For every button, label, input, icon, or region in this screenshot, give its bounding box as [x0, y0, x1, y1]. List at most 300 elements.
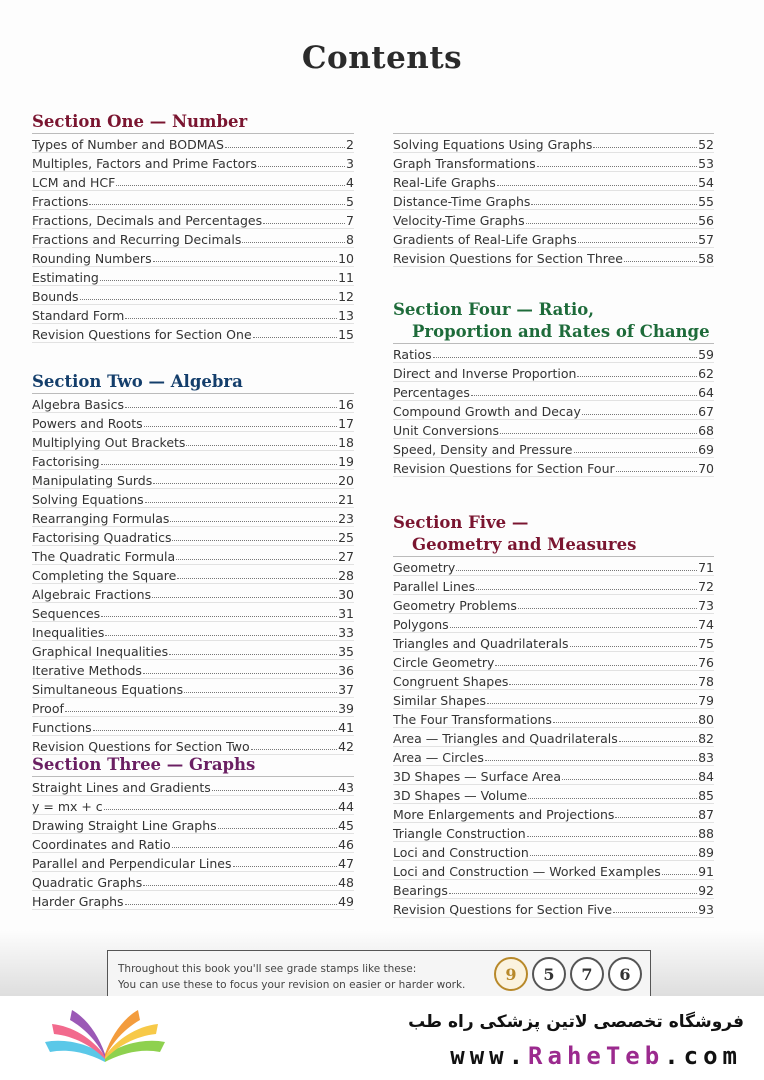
dot-leader: [100, 280, 337, 281]
toc-entry-page: 37: [338, 682, 354, 697]
section-three-continued: [393, 133, 714, 267]
section-three: [32, 754, 354, 910]
toc-entry-title: Similar Shapes: [393, 693, 486, 708]
dot-leader: [577, 376, 697, 377]
dot-leader: [212, 790, 337, 791]
section-five-heading-line2: Geometry and Measures: [412, 535, 637, 554]
toc-entry-page: 59: [698, 347, 714, 362]
toc-entry-page: 10: [338, 251, 354, 266]
dot-leader: [450, 627, 697, 628]
toc-entry-title: 3D Shapes — Volume: [393, 788, 528, 803]
grade-stamp-note-line1: Throughout this book you'll see grade stamps like these:: [118, 963, 417, 975]
toc-entry-page: 12: [338, 289, 354, 304]
toc-entry-page: 2: [346, 137, 354, 152]
dot-leader: [116, 185, 345, 186]
toc-entry-title: Fractions, Decimals and Percentages: [32, 213, 263, 228]
dot-leader: [80, 299, 338, 300]
toc-entry-page: 46: [338, 837, 354, 852]
toc-entry-title: Congruent Shapes: [393, 674, 509, 689]
toc-entry-page: 15: [338, 327, 354, 342]
toc-entry-title: Proof: [32, 701, 64, 716]
toc-entry: [393, 785, 714, 804]
dot-leader: [578, 242, 697, 243]
toc-entry-page: 70: [698, 461, 714, 476]
dot-leader: [177, 578, 337, 579]
toc-entry-title: Sequences: [32, 606, 101, 621]
toc-entry-page: 62: [698, 366, 714, 381]
dot-leader: [574, 452, 698, 453]
toc-entry-title: Area — Circles: [393, 750, 484, 765]
dot-leader: [144, 426, 337, 427]
toc-entry-page: 18: [338, 435, 354, 450]
toc-entry-title: Completing the Square: [32, 568, 177, 583]
toc-entry-title: Loci and Construction — Worked Examples: [393, 864, 661, 879]
toc-entry-title: Types of Number and BODMAS: [32, 137, 224, 152]
toc-entry: [393, 382, 714, 401]
toc-entry-title: Velocity-Time Graphs: [393, 213, 525, 228]
toc-entry-title: Geometry: [393, 560, 456, 575]
dot-leader: [186, 445, 337, 446]
toc-entry-page: 49: [338, 894, 354, 909]
toc-entry-page: 78: [698, 674, 714, 689]
toc-entry-title: Revision Questions for Section Five: [393, 902, 613, 917]
shop-url-prefix: www.: [450, 1042, 529, 1070]
toc-entry-title: Harder Graphs: [32, 894, 124, 909]
dot-leader: [616, 471, 697, 472]
toc-entry: [32, 394, 354, 413]
toc-entry: [393, 439, 714, 458]
toc-entry: [32, 660, 354, 679]
dot-leader: [449, 893, 697, 894]
dot-leader: [242, 242, 345, 243]
toc-entry-title: Parallel and Perpendicular Lines: [32, 856, 232, 871]
toc-entry-title: Real-Life Graphs: [393, 175, 496, 190]
dot-leader: [615, 817, 697, 818]
toc-entry: [393, 747, 714, 766]
toc-entry: [393, 861, 714, 880]
dot-leader: [101, 616, 337, 617]
section-four-heading: [393, 299, 714, 343]
toc-entry: [393, 401, 714, 420]
toc-entry-title: Solving Equations Using Graphs: [393, 137, 593, 152]
dot-leader: [153, 261, 338, 262]
toc-entry-page: 47: [338, 856, 354, 871]
shop-banner: [0, 996, 764, 1080]
toc-entry: [32, 546, 354, 565]
toc-entry-page: 8: [346, 232, 354, 247]
toc-entry-page: 89: [698, 845, 714, 860]
toc-entry-title: Loci and Construction: [393, 845, 529, 860]
toc-entry: [32, 432, 354, 451]
toc-entry-page: 3: [346, 156, 354, 171]
toc-entry-title: Revision Questions for Section Three: [393, 251, 623, 266]
toc-entry: [32, 698, 354, 717]
toc-entry-page: 55: [698, 194, 714, 209]
toc-entry-page: 17: [338, 416, 354, 431]
toc-entry-page: 87: [698, 807, 714, 822]
toc-entry: [32, 451, 354, 470]
dot-leader: [495, 665, 697, 666]
dot-leader: [145, 502, 337, 503]
toc-entry: [393, 210, 714, 229]
toc-entry: [393, 804, 714, 823]
toc-entry-title: Straight Lines and Gradients: [32, 780, 211, 795]
grade-stamp-icon: 7: [570, 957, 604, 991]
toc-entry-page: 82: [698, 731, 714, 746]
toc-entry: [393, 614, 714, 633]
toc-entry: [32, 834, 354, 853]
grade-stamp-icon: 9: [494, 957, 528, 991]
toc-entry-title: Parallel Lines: [393, 579, 476, 594]
toc-entry-title: Graphical Inequalities: [32, 644, 169, 659]
dot-leader: [263, 223, 345, 224]
toc-entry-page: 72: [698, 579, 714, 594]
toc-entry-title: More Enlargements and Projections: [393, 807, 615, 822]
toc-entry-page: 93: [698, 902, 714, 917]
shop-url[interactable]: [450, 1042, 742, 1070]
toc-entry-page: 75: [698, 636, 714, 651]
dot-leader: [218, 828, 337, 829]
dot-leader: [528, 798, 697, 799]
toc-entry-page: 42: [338, 739, 354, 754]
dot-leader: [93, 730, 337, 731]
toc-entry-title: LCM and HCF: [32, 175, 116, 190]
open-book-logo-icon: [40, 1004, 170, 1066]
toc-entry-page: 7: [346, 213, 354, 228]
section-two: [32, 371, 354, 755]
toc-entry-title: Iterative Methods: [32, 663, 142, 678]
dot-leader: [582, 414, 697, 415]
toc-entry-title: 3D Shapes — Surface Area: [393, 769, 562, 784]
toc-entry-title: Functions: [32, 720, 92, 735]
toc-entry: [32, 872, 354, 891]
shop-url-suffix: .com: [664, 1042, 742, 1070]
toc-entry-page: 41: [338, 720, 354, 735]
dot-leader: [500, 433, 697, 434]
section-one-heading: Section One — Number: [32, 112, 248, 131]
toc-entry: [32, 508, 354, 527]
toc-entry-page: 57: [698, 232, 714, 247]
toc-entry: [32, 267, 354, 286]
section-four: [393, 299, 714, 477]
toc-entry-title: Direct and Inverse Proportion: [393, 366, 577, 381]
toc-entry: [393, 899, 714, 918]
toc-entry: [32, 210, 354, 229]
toc-entry-title: Triangles and Quadrilaterals: [393, 636, 569, 651]
toc-entry: [32, 229, 354, 248]
dot-leader: [125, 318, 337, 319]
toc-entry: [393, 880, 714, 899]
toc-entry: [32, 191, 354, 210]
toc-entry: [32, 153, 354, 172]
toc-entry-page: 79: [698, 693, 714, 708]
toc-entry-title: Compound Growth and Decay: [393, 404, 581, 419]
toc-entry: [32, 172, 354, 191]
section-one: [32, 111, 354, 343]
toc-entry: [393, 633, 714, 652]
toc-entry: [393, 709, 714, 728]
toc-entry-title: Revision Questions for Section Two: [32, 739, 250, 754]
toc-entry-title: Fractions: [32, 194, 89, 209]
toc-entry-title: Multiples, Factors and Prime Factors: [32, 156, 257, 171]
toc-entry-title: Triangle Construction: [393, 826, 526, 841]
toc-entry-page: 23: [338, 511, 354, 526]
dot-leader: [253, 337, 337, 338]
toc-entry: [32, 736, 354, 755]
toc-entry-title: Drawing Straight Line Graphs: [32, 818, 217, 833]
toc-entry-page: 68: [698, 423, 714, 438]
toc-entry-title: Gradients of Real-Life Graphs: [393, 232, 577, 247]
toc-entry-title: Percentages: [393, 385, 470, 400]
toc-entry-page: 31: [338, 606, 354, 621]
toc-entry-title: y = mx + c: [32, 799, 103, 814]
dot-leader: [172, 847, 338, 848]
toc-entry-page: 36: [338, 663, 354, 678]
toc-entry-title: Standard Form: [32, 308, 125, 323]
toc-entry-title: Estimating: [32, 270, 99, 285]
dot-leader: [476, 589, 697, 590]
dot-leader: [518, 608, 697, 609]
dot-leader: [251, 749, 337, 750]
section-one-list: [32, 133, 354, 343]
toc-entry-page: 13: [338, 308, 354, 323]
toc-entry-title: Inequalities: [32, 625, 105, 640]
toc-entry-page: 19: [338, 454, 354, 469]
dot-leader: [104, 809, 337, 810]
dot-leader: [184, 692, 337, 693]
grade-stamps: [494, 957, 642, 991]
toc-entry-page: 71: [698, 560, 714, 575]
toc-entry-page: 39: [338, 701, 354, 716]
toc-entry-page: 48: [338, 875, 354, 890]
toc-entry: [393, 420, 714, 439]
toc-entry: [32, 470, 354, 489]
toc-entry-title: Ratios: [393, 347, 432, 362]
toc-entry-title: Rearranging Formulas: [32, 511, 170, 526]
dot-leader: [89, 204, 345, 205]
toc-entry-page: 27: [338, 549, 354, 564]
toc-entry-page: 30: [338, 587, 354, 602]
toc-entry: [393, 690, 714, 709]
toc-entry-title: Circle Geometry: [393, 655, 495, 670]
toc-entry: [32, 891, 354, 910]
toc-entry-title: Bounds: [32, 289, 79, 304]
toc-entry: [393, 823, 714, 842]
shop-name: فروشگاه تخصصی لاتین پزشکی راه طب: [408, 1012, 744, 1032]
dot-leader: [169, 654, 337, 655]
section-four-heading-line1: Section Four — Ratio,: [393, 300, 595, 319]
toc-entry-page: 92: [698, 883, 714, 898]
toc-entry: [393, 344, 714, 363]
toc-entry-page: 85: [698, 788, 714, 803]
toc-entry: [32, 815, 354, 834]
toc-entry: [32, 134, 354, 153]
toc-entry: [32, 717, 354, 736]
toc-entry: [393, 363, 714, 382]
section-five-heading: [393, 512, 714, 556]
toc-entry-page: 35: [338, 644, 354, 659]
section-two-list: [32, 393, 354, 755]
grade-stamp-note-line2: You can use these to focus your revision on easier or harder work.: [118, 979, 466, 991]
toc-entry-title: Simultaneous Equations: [32, 682, 184, 697]
dot-leader: [526, 223, 697, 224]
toc-entry: [393, 766, 714, 785]
toc-entry-page: 53: [698, 156, 714, 171]
toc-entry-page: 4: [346, 175, 354, 190]
section-three-list: [32, 776, 354, 910]
toc-entry: [32, 413, 354, 432]
dot-leader: [105, 635, 337, 636]
toc-entry-title: Manipulating Surds: [32, 473, 153, 488]
toc-entry-page: 16: [338, 397, 354, 412]
toc-entry-page: 5: [346, 194, 354, 209]
toc-entry-page: 91: [698, 864, 714, 879]
page-title: Contents: [301, 40, 463, 76]
toc-entry-page: 88: [698, 826, 714, 841]
shop-url-highlight: RaheTeb: [528, 1042, 665, 1070]
dot-leader: [225, 147, 345, 148]
toc-entry: [393, 172, 714, 191]
toc-entry: [32, 489, 354, 508]
toc-entry: [32, 305, 354, 324]
toc-entry: [32, 286, 354, 305]
toc-entry: [32, 565, 354, 584]
toc-entry: [393, 842, 714, 861]
toc-entry-title: The Four Transformations: [393, 712, 552, 727]
dot-leader: [143, 673, 337, 674]
dot-leader: [593, 147, 697, 148]
dot-leader: [233, 866, 338, 867]
section-four-heading-line2: Proportion and Rates of Change: [412, 322, 710, 341]
section-four-list: [393, 343, 714, 477]
toc-entry-title: Geometry Problems: [393, 598, 517, 613]
toc-entry-title: Powers and Roots: [32, 416, 143, 431]
grade-stamp-icon: 6: [608, 957, 642, 991]
toc-entry-title: Factorising Quadratics: [32, 530, 172, 545]
toc-entry-page: 21: [338, 492, 354, 507]
toc-entry-page: 33: [338, 625, 354, 640]
toc-entry: [393, 153, 714, 172]
toc-entry-page: 44: [338, 799, 354, 814]
dot-leader: [497, 185, 697, 186]
dot-leader: [65, 711, 337, 712]
toc-entry: [393, 576, 714, 595]
toc-entry: [393, 652, 714, 671]
dot-leader: [624, 261, 697, 262]
dot-leader: [619, 741, 697, 742]
dot-leader: [613, 912, 697, 913]
toc-entry-title: Multiplying Out Brackets: [32, 435, 186, 450]
toc-entry-page: 67: [698, 404, 714, 419]
toc-entry: [393, 229, 714, 248]
dot-leader: [553, 722, 697, 723]
dot-leader: [485, 760, 697, 761]
section-three-continued-list: [393, 133, 714, 267]
dot-leader: [176, 559, 337, 560]
toc-entry-page: 74: [698, 617, 714, 632]
toc-entry-page: 80: [698, 712, 714, 727]
toc-entry-page: 64: [698, 385, 714, 400]
toc-entry-title: Quadratic Graphs: [32, 875, 143, 890]
toc-entry: [393, 248, 714, 267]
toc-entry-page: 45: [338, 818, 354, 833]
toc-entry: [32, 324, 354, 343]
toc-entry-page: 83: [698, 750, 714, 765]
toc-entry-page: 20: [338, 473, 354, 488]
toc-entry-page: 52: [698, 137, 714, 152]
dot-leader: [153, 483, 337, 484]
toc-entry: [32, 796, 354, 815]
dot-leader: [172, 540, 337, 541]
toc-entry: [32, 777, 354, 796]
section-two-heading: Section Two — Algebra: [32, 372, 243, 391]
toc-entry-title: Revision Questions for Section One: [32, 327, 252, 342]
dot-leader: [456, 570, 697, 571]
toc-entry-page: 56: [698, 213, 714, 228]
toc-entry: [32, 622, 354, 641]
grade-stamp-note-text: [118, 961, 465, 993]
section-five-heading-line1: Section Five —: [393, 513, 529, 532]
toc-entry-title: Distance-Time Graphs: [393, 194, 531, 209]
dot-leader: [433, 357, 697, 358]
toc-entry-page: 84: [698, 769, 714, 784]
toc-entry-title: Unit Conversions: [393, 423, 500, 438]
toc-entry-page: 25: [338, 530, 354, 545]
toc-entry-title: Rounding Numbers: [32, 251, 152, 266]
toc-entry-title: Revision Questions for Section Four: [393, 461, 615, 476]
toc-entry-title: Factorising: [32, 454, 100, 469]
toc-entry-title: Coordinates and Ratio: [32, 837, 171, 852]
toc-entry-title: Graph Transformations: [393, 156, 536, 171]
toc-entry-title: Solving Equations: [32, 492, 144, 507]
toc-entry-title: Bearings: [393, 883, 448, 898]
toc-entry: [393, 671, 714, 690]
dot-leader: [125, 407, 337, 408]
toc-entry: [32, 603, 354, 622]
toc-entry: [393, 134, 714, 153]
dot-leader: [471, 395, 697, 396]
toc-entry-page: 11: [338, 270, 354, 285]
grade-stamp-note: [107, 950, 651, 998]
toc-entry: [32, 248, 354, 267]
toc-entry-page: 69: [698, 442, 714, 457]
dot-leader: [530, 855, 697, 856]
toc-entry-page: 43: [338, 780, 354, 795]
section-five-list: [393, 556, 714, 918]
toc-entry-title: Polygons: [393, 617, 449, 632]
dot-leader: [487, 703, 697, 704]
dot-leader: [125, 904, 338, 905]
section-five: [393, 512, 714, 918]
dot-leader: [527, 836, 697, 837]
dot-leader: [143, 885, 337, 886]
toc-entry-title: Area — Triangles and Quadrilaterals: [393, 731, 618, 746]
toc-entry: [393, 458, 714, 477]
toc-entry-title: Algebraic Fractions: [32, 587, 152, 602]
toc-entry: [393, 191, 714, 210]
toc-entry: [32, 527, 354, 546]
toc-entry-page: 54: [698, 175, 714, 190]
dot-leader: [170, 521, 337, 522]
toc-entry: [32, 641, 354, 660]
dot-leader: [570, 646, 698, 647]
dot-leader: [101, 464, 338, 465]
dot-leader: [662, 874, 697, 875]
dot-leader: [152, 597, 337, 598]
dot-leader: [562, 779, 697, 780]
toc-entry-title: Algebra Basics: [32, 397, 124, 412]
toc-entry-page: 73: [698, 598, 714, 613]
